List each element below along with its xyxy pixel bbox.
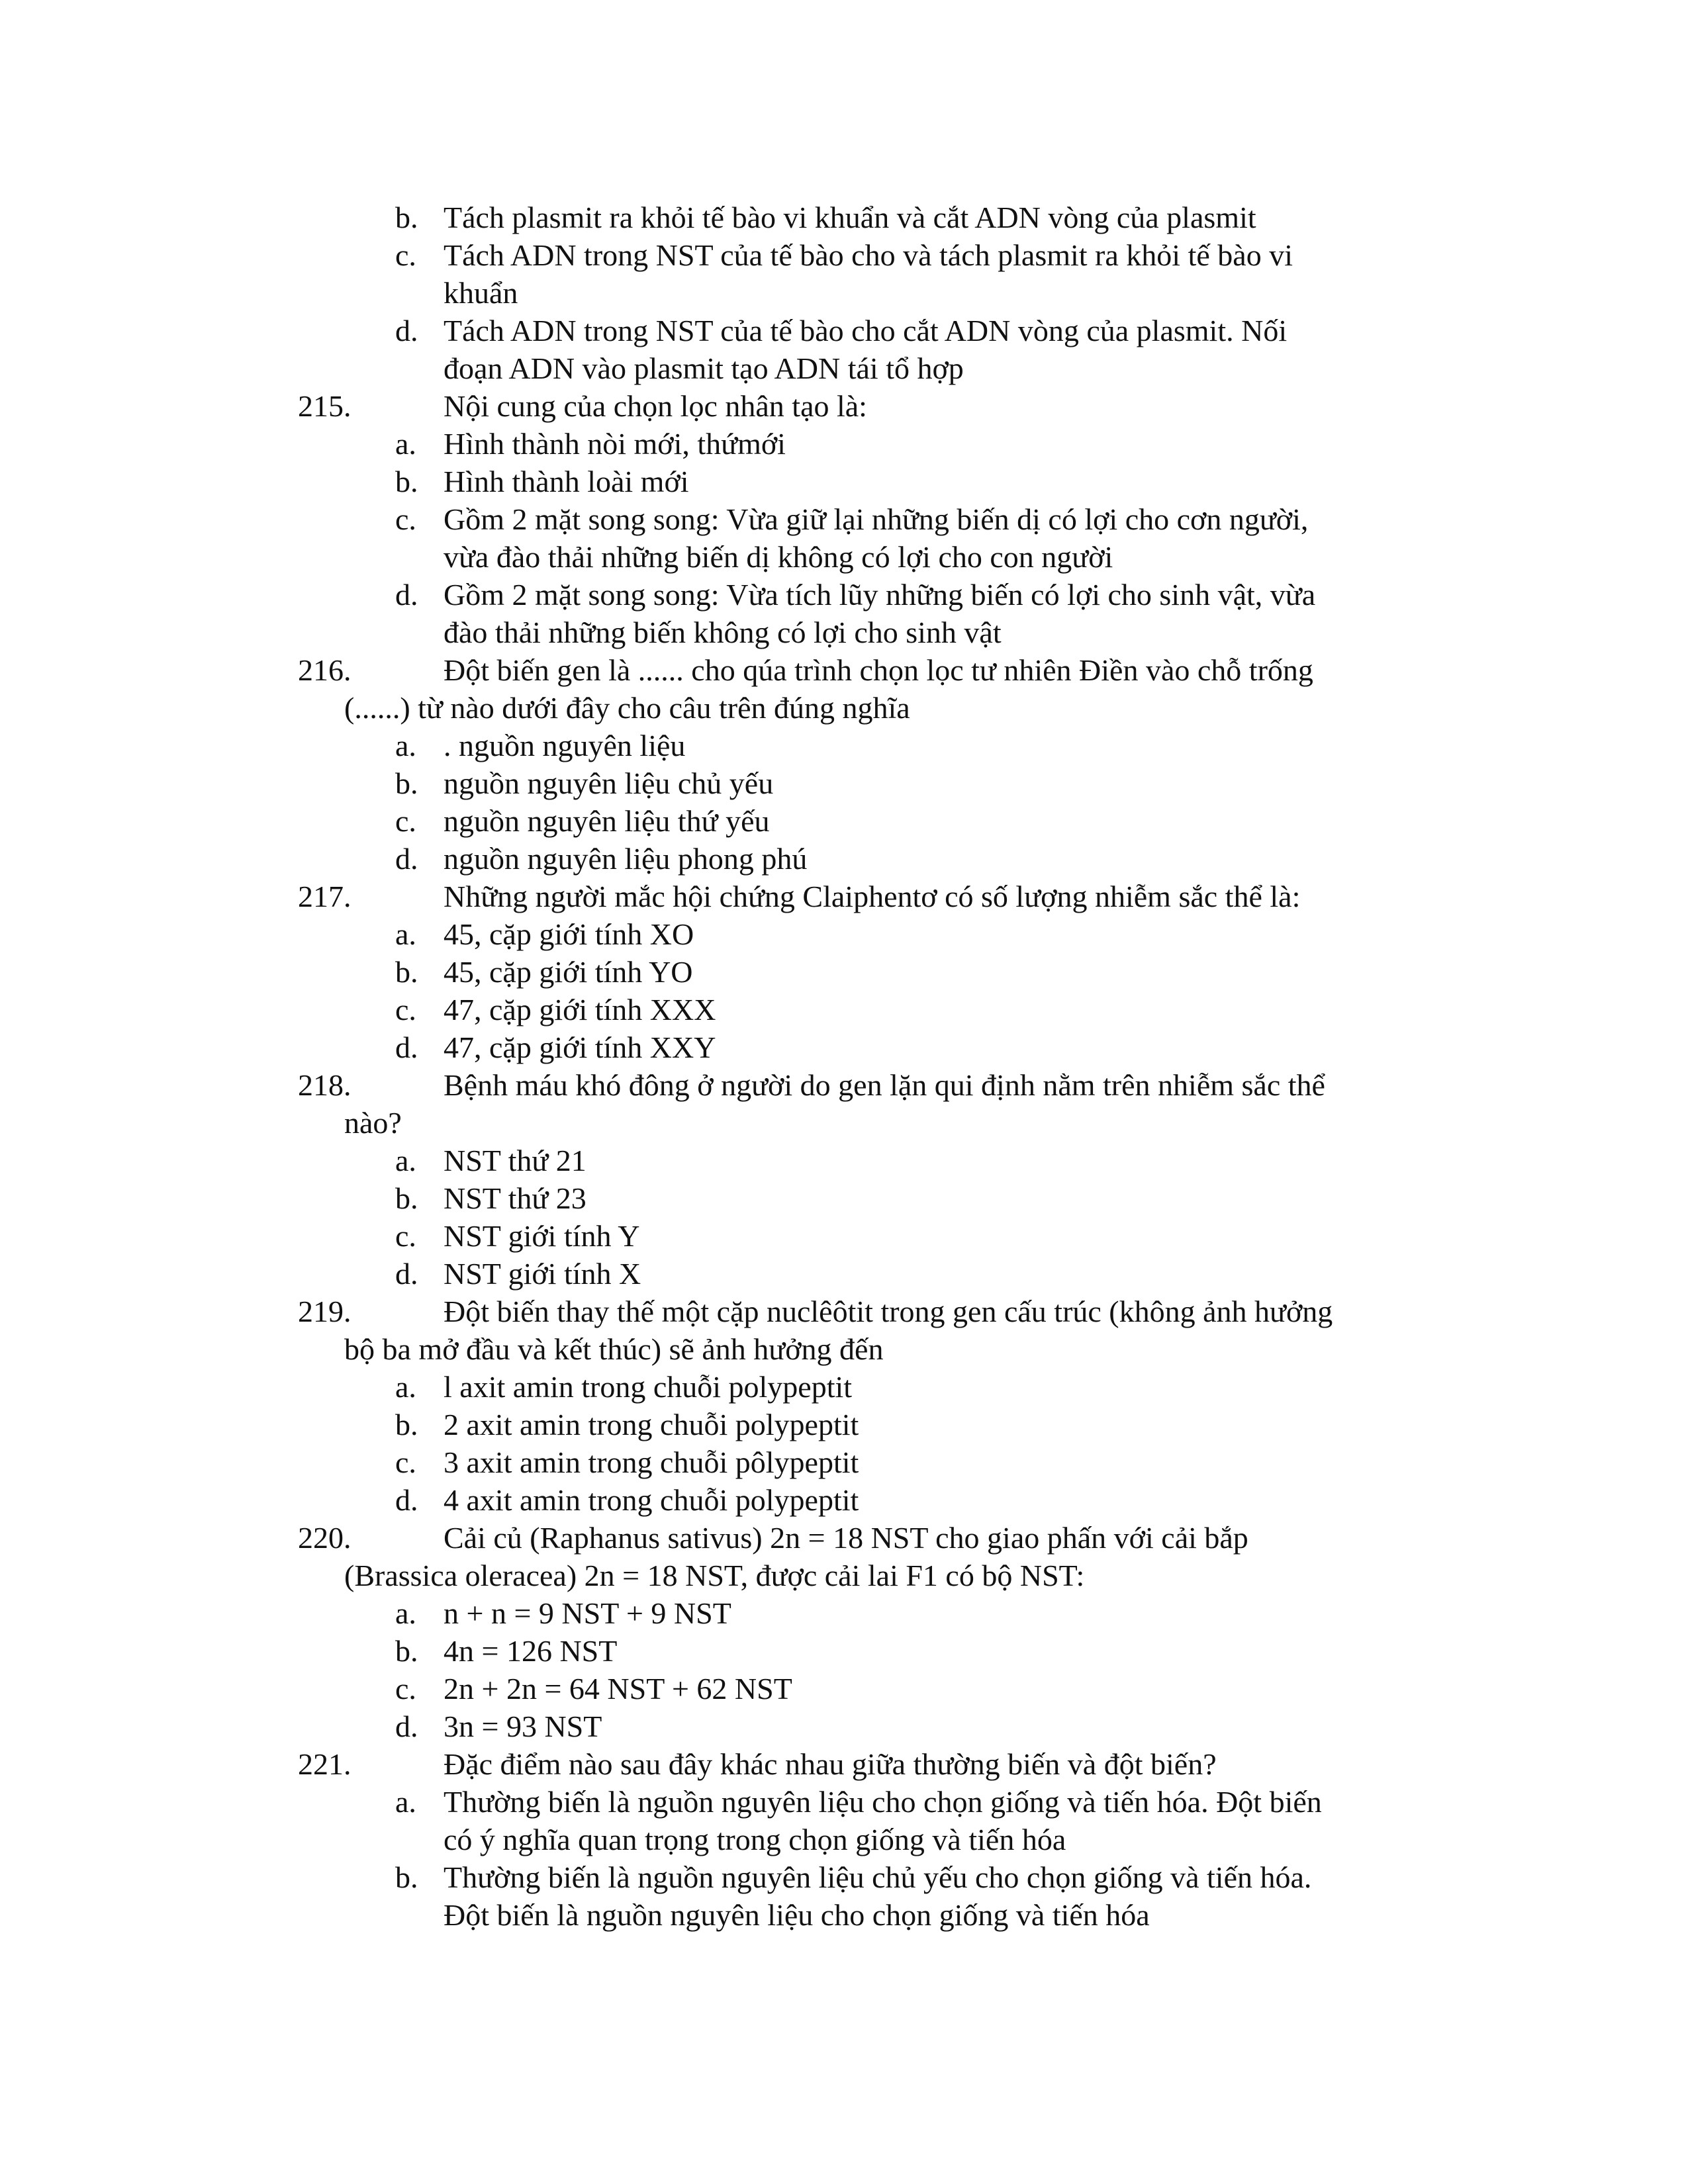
option-b-letter: b. (395, 465, 418, 498)
option-b-text: nguồn nguyên liệu chủ yếu (444, 766, 774, 800)
option-d-letter: d. (395, 1709, 418, 1743)
option-c-letter: c. (395, 502, 416, 536)
question-number: 216. (298, 653, 352, 687)
option-b-letter: b. (395, 1860, 418, 1894)
option-a-letter: a. (395, 1785, 416, 1819)
option-b-letter: b. (395, 955, 418, 989)
question-number: 218. (298, 1068, 352, 1102)
option-d-letter: d. (395, 1483, 418, 1517)
question-text: Cải củ (Raphanus sativus) 2n = 18 NST cho giao phấn với cải bắp (444, 1521, 1248, 1555)
option-a-text: . nguồn nguyên liệu (444, 729, 686, 762)
option-d-text: đoạn ADN vào plasmit tạo ADN tái tổ hợp (444, 351, 964, 385)
option-b-letter: b. (395, 201, 418, 234)
option-a-letter: a. (395, 729, 416, 762)
question-number: 221. (298, 1747, 352, 1781)
question-text-continued: nào? (344, 1106, 402, 1140)
option-d-text: Gồm 2 mặt song song: Vừa tích lũy những biến có lợi cho sinh vật, vừa (444, 578, 1316, 612)
question-number: 215. (298, 389, 352, 423)
option-d-text: NST giới tính X (444, 1257, 641, 1291)
option-c-letter: c. (395, 993, 416, 1026)
option-c-letter: c. (395, 1219, 416, 1253)
option-c-text: 2n + 2n = 64 NST + 62 NST (444, 1672, 792, 1706)
option-c-letter: c. (395, 1672, 416, 1706)
question-text: Đột biến gen là ...... cho qúa trình chọn lọc tư nhiên Điền vào chỗ trống (444, 653, 1313, 687)
option-c-text: Gồm 2 mặt song song: Vừa giữ lại những biến dị có lợi cho cơn người, (444, 502, 1309, 536)
question-text: Đặc điểm nào sau đây khác nhau giữa thường biến và đột biến? (444, 1747, 1217, 1781)
option-b-letter: b. (395, 766, 418, 800)
option-d-text: nguồn nguyên liệu phong phú (444, 842, 808, 876)
option-a-text: Hình thành nòi mới, thứmới (444, 427, 786, 461)
question-number: 220. (298, 1521, 352, 1555)
option-c-text: nguồn nguyên liệu thứ yếu (444, 804, 770, 838)
option-d-letter: d. (395, 314, 418, 347)
question-text-continued: (......) từ nào dưới đây cho câu trên đúng nghĩa (344, 691, 910, 725)
option-a-text: Thường biến là nguồn nguyên liệu cho chọn giống và tiến hóa. Đột biến (444, 1785, 1322, 1819)
option-c-letter: c. (395, 1445, 416, 1479)
option-d-text: Tách ADN trong NST của tế bào cho cắt ADN vòng của plasmit. Nối (444, 314, 1288, 347)
option-a-text: có ý nghĩa quan trọng trong chọn giống và tiến hóa (444, 1823, 1066, 1856)
option-c-text: NST giới tính Y (444, 1219, 640, 1253)
option-c-text: 47, cặp giới tính XXX (444, 993, 716, 1026)
question-text: Đột biến thay thế một cặp nuclêôtit trong gen cấu trúc (không ảnh hưởng (444, 1295, 1333, 1328)
question-text: Những người mắc hội chứng Claiphentơ có số lượng nhiễm sắc thể là: (444, 880, 1301, 913)
option-c-text: khuẩn (444, 276, 518, 310)
option-d-letter: d. (395, 578, 418, 612)
question-text: Nội cung của chọn lọc nhân tạo là: (444, 389, 867, 423)
option-b-text: 2 axit amin trong chuỗi polypeptit (444, 1408, 859, 1441)
option-a-letter: a. (395, 917, 416, 951)
option-b-text: Tách plasmit ra khỏi tế bào vi khuẩn và cắt ADN vòng của plasmit (444, 201, 1256, 234)
question-number: 219. (298, 1295, 352, 1328)
option-c-text: vừa đào thải những biến dị không có lợi cho con người (444, 540, 1113, 574)
option-d-letter: d. (395, 842, 418, 876)
option-c-text: 3 axit amin trong chuỗi pôlypeptit (444, 1445, 859, 1479)
option-b-letter: b. (395, 1408, 418, 1441)
option-d-letter: d. (395, 1030, 418, 1064)
option-b-text: 4n = 126 NST (444, 1634, 618, 1668)
option-b-text: NST thứ 23 (444, 1181, 586, 1215)
option-c-text: Tách ADN trong NST của tế bào cho và tách plasmit ra khỏi tế bào vi (444, 238, 1293, 272)
option-a-text: 45, cặp giới tính XO (444, 917, 694, 951)
option-c-letter: c. (395, 238, 416, 272)
option-d-letter: d. (395, 1257, 418, 1291)
option-d-text: 3n = 93 NST (444, 1709, 602, 1743)
option-a-letter: a. (395, 427, 416, 461)
option-b-letter: b. (395, 1181, 418, 1215)
option-d-text: 4 axit amin trong chuỗi polypeptit (444, 1483, 859, 1517)
option-a-text: l axit amin trong chuỗi polypeptit (444, 1370, 853, 1404)
option-a-letter: a. (395, 1144, 416, 1177)
question-number: 217. (298, 880, 352, 913)
option-d-text: 47, cặp giới tính XXY (444, 1030, 716, 1064)
option-c-letter: c. (395, 804, 416, 838)
option-b-text: 45, cặp giới tính YO (444, 955, 693, 989)
option-b-text: Thường biến là nguồn nguyên liệu chủ yếu cho chọn giống và tiến hóa. (444, 1860, 1312, 1894)
option-a-text: n + n = 9 NST + 9 NST (444, 1596, 731, 1630)
option-d-text: đào thải những biến không có lợi cho sinh vật (444, 615, 1002, 649)
option-a-letter: a. (395, 1370, 416, 1404)
question-text: Bệnh máu khó đông ở người do gen lặn qui định nằm trên nhiễm sắc thể (444, 1068, 1325, 1102)
option-b-text: Đột biến là nguồn nguyên liệu cho chọn giống và tiến hóa (444, 1898, 1150, 1932)
option-a-letter: a. (395, 1596, 416, 1630)
option-a-text: NST thứ 21 (444, 1144, 586, 1177)
question-text-continued: (Brassica oleracea) 2n = 18 NST, được cải lai F1 có bộ NST: (344, 1559, 1085, 1592)
option-b-letter: b. (395, 1634, 418, 1668)
option-b-text: Hình thành loài mới (444, 465, 689, 498)
question-text-continued: bộ ba mở đầu và kết thúc) sẽ ảnh hưởng đến (344, 1332, 884, 1366)
